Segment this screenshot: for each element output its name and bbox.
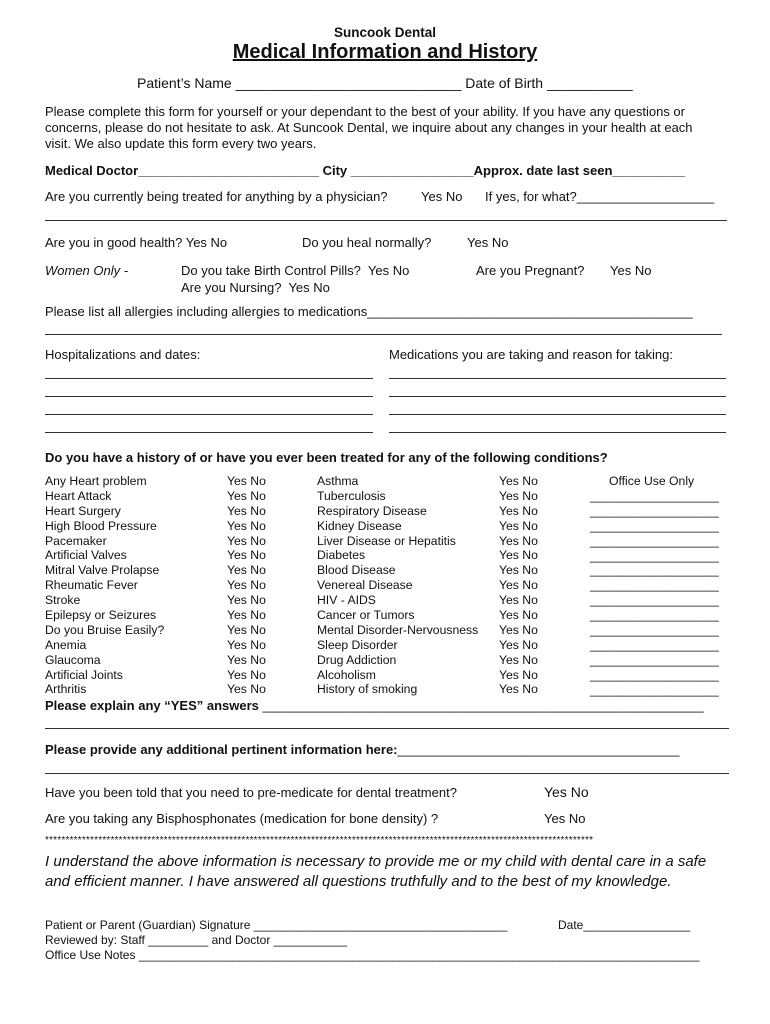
office-use-field[interactable]: ___________________ bbox=[590, 623, 719, 638]
condition-item: Heart Surgery bbox=[45, 503, 121, 518]
allergies-label: Please list all allergies including allergies to medications bbox=[45, 304, 368, 319]
intro-line: concerns, please do not hesitate to ask. At Suncook Dental, we inquire about any changes in your health at each bbox=[45, 120, 693, 135]
condition-item: Diabetes bbox=[317, 548, 366, 563]
good-health-question: Are you in good health? bbox=[45, 235, 183, 250]
yes-no-choice[interactable]: Yes No bbox=[227, 652, 266, 667]
date-field[interactable]: ________________ bbox=[583, 918, 691, 932]
yes-no-choice[interactable]: Yes No bbox=[227, 488, 266, 503]
office-use-field[interactable]: ___________________ bbox=[590, 503, 719, 518]
office-use-field[interactable]: ___________________ bbox=[590, 518, 719, 533]
yes-no-choice[interactable]: Yes No bbox=[499, 548, 538, 563]
condition-item: Stroke bbox=[45, 593, 81, 608]
yes-no-choice[interactable]: Yes No bbox=[227, 518, 266, 533]
condition-item: Alcoholism bbox=[317, 667, 376, 682]
condition-item: Arthritis bbox=[45, 682, 87, 697]
birth-control-question: Do you take Birth Control Pills? bbox=[181, 263, 361, 278]
condition-item: Pacemaker bbox=[45, 533, 107, 548]
condition-item: Respiratory Disease bbox=[317, 503, 427, 518]
heal-normally-yes-no[interactable]: Yes No bbox=[467, 235, 509, 250]
treated-question: Are you currently being treated for anything by a physician? bbox=[45, 189, 388, 204]
condition-item: Venereal Disease bbox=[317, 578, 413, 593]
yes-no-choice[interactable]: Yes No bbox=[499, 578, 538, 593]
yes-no-choice[interactable]: Yes No bbox=[499, 563, 538, 578]
condition-item: Sleep Disorder bbox=[317, 637, 398, 652]
allergies-field[interactable]: _____________________________________________ bbox=[367, 304, 693, 319]
condition-item: Blood Disease bbox=[317, 563, 396, 578]
hospitalization-line[interactable] bbox=[45, 432, 373, 433]
office-use-field[interactable]: ___________________ bbox=[590, 637, 719, 652]
patient-name-field[interactable]: _____________________________ bbox=[235, 75, 462, 91]
yes-no-choice[interactable]: Yes No bbox=[227, 578, 266, 593]
medical-doctor-label: Medical Doctor bbox=[45, 163, 139, 178]
yes-no-choice[interactable]: Yes No bbox=[227, 503, 266, 518]
reviewed-row bbox=[45, 933, 347, 947]
medication-line[interactable] bbox=[389, 396, 726, 397]
conditions-left-yes-no bbox=[227, 474, 266, 697]
yes-no-choice[interactable]: Yes No bbox=[227, 667, 266, 682]
office-use-field[interactable]: ___________________ bbox=[590, 667, 719, 682]
office-use-field[interactable]: ___________________ bbox=[590, 563, 719, 578]
yes-no-choice[interactable]: Yes No bbox=[227, 608, 266, 623]
yes-no-choice[interactable]: Yes No bbox=[227, 548, 266, 563]
office-use-header: Office Use Only bbox=[609, 474, 695, 488]
yes-no-choice[interactable]: Yes No bbox=[499, 667, 538, 682]
yes-no-choice[interactable]: Yes No bbox=[227, 637, 266, 652]
yes-no-choice[interactable]: Yes No bbox=[499, 503, 538, 518]
office-use-field[interactable]: ___________________ bbox=[590, 548, 719, 563]
condition-item: Mental Disorder-Nervousness bbox=[317, 622, 479, 637]
bisphosphonates-yes-no[interactable]: Yes No bbox=[544, 811, 586, 826]
office-use-list bbox=[590, 489, 719, 697]
yes-no-choice[interactable]: Yes No bbox=[499, 533, 538, 548]
consent-line: I understand the above information is necessary to provide me or my child with dental care in a safe bbox=[45, 853, 707, 870]
condition-item: History of smoking bbox=[317, 682, 418, 697]
conditions-left-list bbox=[45, 474, 164, 697]
heal-normally-question: Do you heal normally? bbox=[302, 235, 432, 250]
medications-label: Medications you are taking and reason for taking: bbox=[389, 347, 674, 362]
nursing-row bbox=[181, 280, 330, 295]
condition-item: Liver Disease or Hepatitis bbox=[317, 533, 456, 548]
signature-field[interactable]: ______________________________________ bbox=[253, 918, 508, 932]
medical-doctor-row bbox=[45, 163, 685, 178]
condition-item: HIV - AIDS bbox=[317, 593, 376, 608]
conditions-right-yes-no bbox=[499, 474, 538, 697]
medical-doctor-field[interactable]: _________________________ bbox=[138, 163, 319, 178]
premedicate-question: Have you been told that you need to pre-medicate for dental treatment? bbox=[45, 785, 457, 800]
condition-item: Glaucoma bbox=[45, 652, 101, 667]
treated-yes-no[interactable]: Yes No bbox=[421, 189, 463, 204]
office-notes-label: Office Use Notes bbox=[45, 948, 136, 962]
staff-field[interactable]: _________ bbox=[148, 933, 209, 947]
office-use-field[interactable]: ___________________ bbox=[590, 682, 719, 697]
yes-no-choice[interactable]: Yes No bbox=[499, 622, 538, 637]
condition-item: Artificial Valves bbox=[45, 548, 127, 563]
condition-item: Rheumatic Fever bbox=[45, 578, 138, 593]
consent-statement bbox=[45, 852, 706, 892]
yes-no-choice[interactable]: Yes No bbox=[499, 518, 538, 533]
signature-row bbox=[45, 918, 507, 932]
intro-line: visit. We also update this form every two years. bbox=[45, 136, 317, 151]
medication-line[interactable] bbox=[389, 432, 726, 433]
treated-ifyes-label: If yes, for what? bbox=[485, 189, 577, 204]
yes-no-choice[interactable]: Yes No bbox=[227, 533, 266, 548]
condition-item: Drug Addiction bbox=[317, 652, 397, 667]
yes-no-choice[interactable]: Yes No bbox=[499, 682, 538, 697]
additional-info-label: Please provide any additional pertinent information here: bbox=[45, 742, 398, 757]
allergies-row bbox=[45, 304, 693, 319]
yes-no-choice[interactable]: Yes No bbox=[227, 622, 266, 637]
conditions-heading: Do you have a history of or have you ever been treated for any of the following conditions? bbox=[45, 450, 608, 465]
condition-item: High Blood Pressure bbox=[45, 518, 157, 533]
nursing-yes-no[interactable]: Yes No bbox=[288, 280, 330, 295]
explain-field[interactable]: _____________________________________________________________ bbox=[262, 698, 704, 713]
office-use-field[interactable]: ___________________ bbox=[590, 652, 719, 667]
additional-info-line[interactable] bbox=[45, 773, 729, 774]
intro-line: Please complete this form for yourself or your dependant to the best of your ability. If you have any questions or bbox=[45, 104, 685, 119]
explain-label: Please explain any “YES” answers bbox=[45, 698, 259, 713]
pregnant-yes-no[interactable]: Yes No bbox=[610, 263, 652, 278]
women-only-label: Women Only - bbox=[45, 263, 129, 278]
city-field[interactable]: _________________ bbox=[350, 163, 474, 178]
date-row bbox=[558, 918, 690, 932]
additional-info-field[interactable]: _______________________________________ bbox=[397, 742, 680, 757]
date-label: Date bbox=[558, 918, 584, 932]
good-health-row bbox=[45, 235, 227, 250]
explain-line[interactable] bbox=[45, 728, 729, 729]
condition-item: Cancer or Tumors bbox=[317, 608, 415, 623]
good-health-yes-no[interactable]: Yes No bbox=[185, 235, 228, 250]
patient-name-row bbox=[137, 75, 633, 91]
consent-line: and efficient manner. I have answered all questions truthfully and to the best of my knowledge. bbox=[45, 873, 672, 890]
condition-item: Kidney Disease bbox=[317, 518, 402, 533]
signature-label: Patient or Parent (Guardian) Signature bbox=[45, 918, 251, 932]
premedicate-yes-no[interactable]: Yes No bbox=[544, 784, 589, 800]
form-title: Medical Information and History bbox=[232, 41, 538, 63]
office-use-field[interactable]: ___________________ bbox=[590, 489, 719, 503]
pregnant-question: Are you Pregnant? bbox=[476, 263, 585, 278]
additional-info-row bbox=[45, 742, 680, 757]
office-use-field[interactable]: ___________________ bbox=[590, 593, 719, 608]
last-seen-field[interactable]: __________ bbox=[612, 163, 685, 178]
yes-no-choice[interactable]: Yes No bbox=[499, 608, 538, 623]
city-label: City bbox=[322, 163, 348, 178]
explain-row bbox=[45, 698, 704, 713]
intro-paragraph bbox=[45, 104, 693, 152]
yes-no-choice[interactable]: Yes No bbox=[227, 593, 266, 608]
yes-no-choice[interactable]: Yes No bbox=[499, 593, 538, 608]
condition-item: Mitral Valve Prolapse bbox=[45, 563, 160, 578]
hospitalizations-label: Hospitalizations and dates: bbox=[45, 347, 201, 362]
birth-control-yes-no[interactable]: Yes No bbox=[367, 263, 410, 278]
office-name: Suncook Dental bbox=[333, 25, 436, 40]
office-use-field[interactable]: ___________________ bbox=[590, 533, 719, 548]
office-notes-field[interactable]: ____________________________________________________________________________________ bbox=[138, 948, 700, 962]
condition-item: Anemia bbox=[45, 637, 87, 652]
treated-line[interactable] bbox=[45, 220, 727, 221]
bisphosphonates-question: Are you taking any Bisphosphonates (medication for bone density) ? bbox=[45, 811, 439, 826]
medication-line[interactable] bbox=[389, 414, 726, 415]
yes-no-choice[interactable]: Yes No bbox=[227, 474, 266, 488]
reviewed-staff-label: Reviewed by: Staff bbox=[45, 933, 145, 947]
yes-no-choice[interactable]: Yes No bbox=[227, 563, 266, 578]
yes-no-choice[interactable]: Yes No bbox=[499, 637, 538, 652]
doctor-field[interactable]: ___________ bbox=[273, 933, 348, 947]
yes-no-choice[interactable]: Yes No bbox=[499, 488, 538, 503]
office-notes-row bbox=[45, 948, 699, 962]
office-use-field[interactable]: ___________________ bbox=[590, 578, 719, 593]
dob-label: Date of Birth bbox=[465, 75, 544, 91]
conditions-right-list bbox=[317, 474, 478, 697]
condition-item: Heart Attack bbox=[45, 488, 112, 503]
yes-no-choice[interactable]: Yes No bbox=[499, 652, 538, 667]
nursing-question: Are you Nursing? bbox=[181, 280, 282, 295]
and-doctor-label: and Doctor bbox=[211, 933, 271, 947]
asterisk-divider: ************************************************************************************************************************************** bbox=[45, 835, 594, 846]
patient-name-label: Patient’s Name bbox=[137, 75, 232, 91]
condition-item: Tuberculosis bbox=[317, 488, 386, 503]
allergies-line[interactable] bbox=[45, 334, 722, 335]
condition-item: Do you Bruise Easily? bbox=[45, 622, 165, 637]
condition-item: Epilepsy or Seizures bbox=[45, 608, 157, 623]
condition-item: Asthma bbox=[317, 474, 359, 488]
condition-item: Artificial Joints bbox=[45, 667, 123, 682]
treated-ifyes bbox=[485, 189, 714, 204]
yes-no-choice[interactable]: Yes No bbox=[499, 474, 538, 488]
hospitalization-line[interactable] bbox=[45, 414, 373, 415]
hospitalization-line[interactable] bbox=[45, 378, 373, 379]
yes-no-choice[interactable]: Yes No bbox=[227, 682, 266, 697]
dob-field[interactable]: ___________ bbox=[547, 75, 633, 91]
birth-control-row bbox=[181, 263, 409, 278]
hospitalization-line[interactable] bbox=[45, 396, 373, 397]
medication-line[interactable] bbox=[389, 378, 726, 379]
office-use-field[interactable]: ___________________ bbox=[590, 608, 719, 623]
last-seen-label: Approx. date last seen bbox=[473, 163, 613, 178]
treated-ifyes-field[interactable]: ___________________ bbox=[576, 189, 715, 204]
condition-item: Any Heart problem bbox=[45, 474, 147, 488]
